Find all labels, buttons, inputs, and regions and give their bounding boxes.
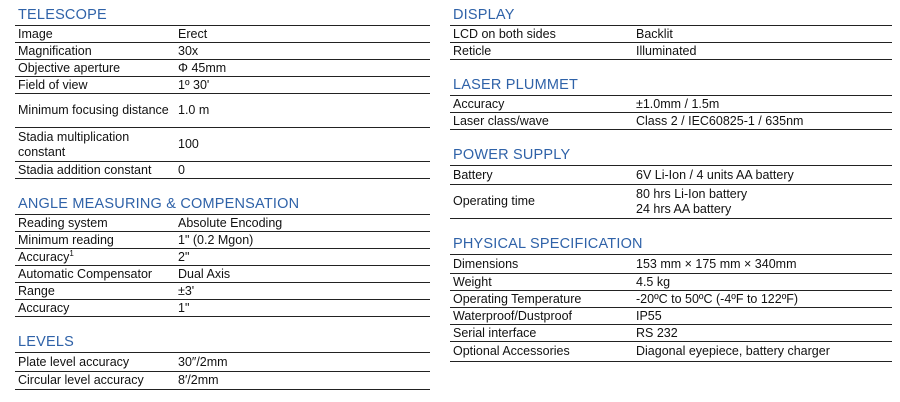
spec-row <box>450 342 892 362</box>
spec-label: LCD on both sides <box>453 26 556 41</box>
spec-value: RS 232 <box>636 325 678 340</box>
spec-value: Erect <box>178 26 208 41</box>
spec-value: ±1.0mm / 1.5m <box>636 96 720 111</box>
spec-label-text: Accuracy <box>18 249 70 264</box>
spec-value: 100 <box>178 137 199 151</box>
display-title: DISPLAY <box>450 7 892 26</box>
spec-label: Magnification <box>18 43 92 58</box>
spec-row <box>15 232 430 249</box>
spec-value: 8′/2mm <box>178 373 219 387</box>
spec-value: 1" (0.2 Mgon) <box>178 232 254 247</box>
spec-label: Minimum reading <box>18 232 114 247</box>
spec-label: Stadia multiplication constant <box>18 129 130 159</box>
spec-label: Accuracy <box>18 300 70 315</box>
spec-row <box>15 43 430 60</box>
spec-value: 1" <box>178 300 190 315</box>
levels-title: LEVELS <box>15 334 430 353</box>
power-section <box>450 147 892 219</box>
spec-row <box>450 185 892 219</box>
spec-label <box>15 250 178 265</box>
spec-label: Image <box>18 26 53 41</box>
spec-label: Laser class/wave <box>453 113 549 128</box>
spec-row <box>15 266 430 283</box>
spec-value: 1º 30' <box>178 77 210 92</box>
spec-row <box>15 162 430 179</box>
spec-value: Illuminated <box>636 43 697 58</box>
spec-label: Stadia addition constant <box>18 162 152 177</box>
spec-label: Plate level accuracy <box>18 355 130 369</box>
spec-row <box>450 255 892 274</box>
spec-row <box>15 128 430 162</box>
telescope-title: TELESCOPE <box>15 7 430 26</box>
angle-title: ANGLE MEASURING & COMPENSATION <box>15 196 430 215</box>
spec-value: IP55 <box>636 308 662 323</box>
spec-value: ±3' <box>178 283 195 298</box>
spec-label: Accuracy <box>453 96 505 111</box>
spec-label: Range <box>18 283 55 298</box>
spec-label: Serial interface <box>453 325 537 340</box>
right-column <box>450 0 892 362</box>
spec-row <box>450 26 892 43</box>
spec-value-group <box>636 187 892 217</box>
spec-label: Circular level accuracy <box>18 373 144 387</box>
spec-value: 80 hrs Li-Ion battery <box>636 186 748 201</box>
physical-section <box>450 236 892 362</box>
spec-row <box>450 43 892 60</box>
spec-value: Dual Axis <box>178 266 231 281</box>
spec-value: 30x <box>178 43 199 58</box>
laser-section <box>450 77 892 130</box>
spec-label: Operating time <box>453 194 535 208</box>
left-column <box>15 0 430 390</box>
spec-value: -20ºC to 50ºC (-4ºF to 122ºF) <box>636 291 799 306</box>
spec-row <box>450 274 892 291</box>
spec-row <box>450 166 892 185</box>
telescope-section <box>15 7 430 179</box>
spec-label: Field of view <box>18 77 88 92</box>
spec-value: 24 hrs AA battery <box>636 201 732 216</box>
spec-label: Automatic Compensator <box>18 266 153 281</box>
spec-label: Weight <box>453 274 492 289</box>
spec-value: Φ 45mm <box>178 60 227 75</box>
spec-value: 6V Li-Ion / 4 units AA battery <box>636 167 794 182</box>
power-title: POWER SUPPLY <box>450 147 892 166</box>
display-section <box>450 7 892 60</box>
spec-label: Objective aperture <box>18 60 121 75</box>
spec-label: Operating Temperature <box>453 291 582 306</box>
spec-value: Backlit <box>636 26 673 41</box>
spec-row <box>450 308 892 325</box>
spec-value: 30″/2mm <box>178 355 228 369</box>
spec-row <box>450 325 892 342</box>
angle-section <box>15 196 430 317</box>
spec-row <box>450 96 892 113</box>
spec-value: 0 <box>178 162 185 177</box>
spec-value: 2" <box>178 249 190 264</box>
spec-value: Diagonal eyepiece, battery charger <box>636 344 830 358</box>
spec-label: Minimum focusing distance <box>18 103 169 117</box>
spec-value: Absolute Encoding <box>178 215 283 230</box>
laser-title: LASER PLUMMET <box>450 77 892 96</box>
spec-row <box>15 249 430 266</box>
levels-section <box>15 334 430 390</box>
spec-label: Battery <box>453 167 493 182</box>
footnote-marker: 1 <box>69 248 74 258</box>
spec-row <box>15 26 430 43</box>
spec-row <box>15 300 430 317</box>
spec-row <box>15 283 430 300</box>
spec-value: 153 mm × 175 mm × 340mm <box>636 256 797 271</box>
spec-row <box>450 291 892 308</box>
spec-label: Dimensions <box>453 256 519 271</box>
spec-value: 1.0 m <box>178 103 210 117</box>
spec-value: Class 2 / IEC60825-1 / 635nm <box>636 113 804 128</box>
spec-row <box>15 60 430 77</box>
spec-label: Reticle <box>453 43 492 58</box>
spec-label: Reading system <box>18 215 108 230</box>
spec-row <box>15 215 430 232</box>
spec-row <box>15 94 430 128</box>
spec-row <box>15 354 430 372</box>
physical-title: PHYSICAL SPECIFICATION <box>450 236 892 255</box>
spec-row <box>450 113 892 130</box>
spec-row <box>15 77 430 94</box>
spec-value: 4.5 kg <box>636 274 671 289</box>
spec-label: Waterproof/Dustproof <box>453 308 573 323</box>
spec-row <box>15 372 430 390</box>
spec-label: Optional Accessories <box>453 344 570 358</box>
